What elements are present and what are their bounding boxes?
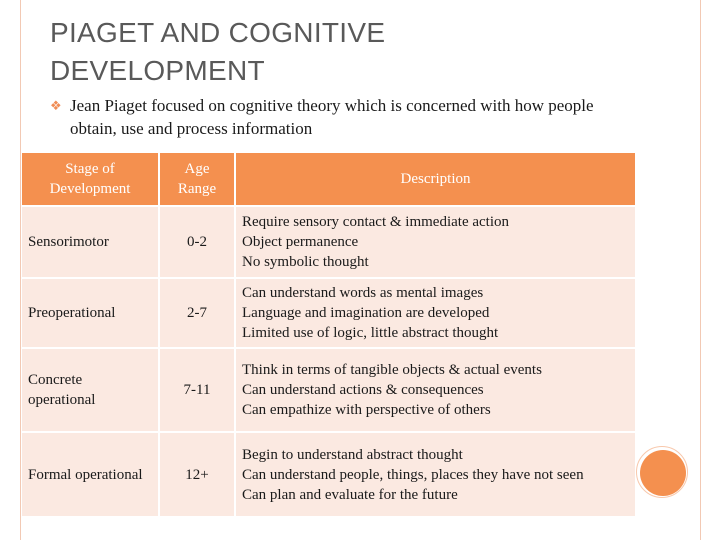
slide-title — [50, 14, 610, 90]
description-line: Think in terms of tangible objects & actual events — [242, 362, 542, 378]
description-cell — [236, 433, 635, 516]
header-description: Description — [236, 153, 635, 205]
age-cell: 7-11 — [160, 349, 234, 431]
description-line: Can plan and evaluate for the future — [242, 486, 458, 503]
description-line: No symbolic thought — [242, 254, 369, 270]
decorative-circle — [640, 450, 686, 496]
age-cell: 2-7 — [160, 279, 234, 347]
description-cell — [236, 279, 635, 347]
description-line: Object permanence — [242, 234, 359, 250]
table-header-row — [22, 153, 635, 205]
age-cell: 0-2 — [160, 207, 234, 277]
header-stage: Stage of Development — [22, 153, 158, 205]
slide-title-line-2: DEVELOPMENT — [50, 55, 265, 86]
description-line: Can understand actions & consequences — [242, 382, 484, 398]
description-cell — [236, 349, 635, 431]
description-cell — [236, 207, 635, 277]
description-line: Limited use of logic, little abstract thought — [242, 325, 499, 341]
header-age-range: Age Range — [160, 153, 234, 205]
table-row — [22, 207, 635, 277]
table-row — [22, 349, 635, 431]
description-line: Can understand words as mental images — [242, 285, 484, 301]
age-cell: 12+ — [160, 433, 234, 516]
description-line: Begin to understand abstract thought — [242, 446, 463, 463]
intro-bullet-text: Jean Piaget focused on cognitive theory which is concerned with how people obtain, use and process information — [70, 96, 594, 138]
description-line: Can understand people, things, places they have not seen — [242, 466, 584, 483]
stages-table — [20, 151, 637, 518]
description-line: Require sensory contact & immediate action — [242, 214, 509, 230]
stage-cell: Formal operational — [22, 433, 158, 516]
stage-cell: Preoperational — [22, 279, 158, 347]
stage-cell: Concrete operational — [22, 349, 158, 431]
stage-cell: Sensorimotor — [22, 207, 158, 277]
table-row — [22, 279, 635, 347]
slide-title-line-1: PIAGET AND COGNITIVE — [50, 17, 386, 48]
diamond-bullet-icon: ❖ — [50, 98, 62, 113]
intro-bullet — [50, 94, 620, 140]
description-line: Language and imagination are developed — [242, 305, 490, 321]
table-row — [22, 433, 635, 516]
right-frame-line — [700, 0, 701, 540]
description-line: Can empathize with perspective of others — [242, 402, 491, 418]
